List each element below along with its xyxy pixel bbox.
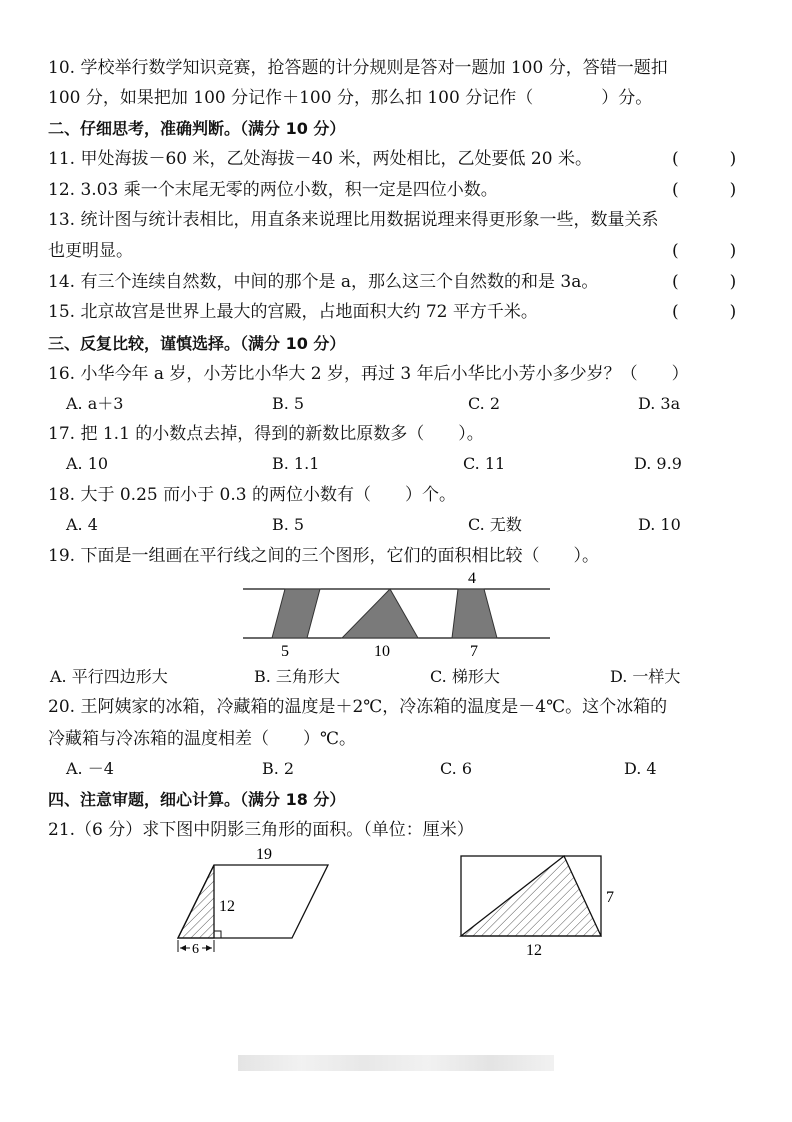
q15-text: 15. 北京故宫是世界上最大的宫殿，占地面积大约 72 平方千米。 bbox=[48, 302, 538, 322]
q17-stem: 17. 把 1.1 的小数点去掉，得到的新数比原数多（ ）。 bbox=[48, 424, 484, 444]
q20-option-d[interactable]: D. 4 bbox=[624, 759, 657, 778]
q17-option-d[interactable]: D. 9.9 bbox=[634, 454, 682, 473]
q19-option-c[interactable]: C. 梯形大 bbox=[430, 667, 500, 686]
q21-figure2-label-base: 12 bbox=[526, 942, 542, 959]
q20-option-c[interactable]: C. 6 bbox=[440, 759, 473, 778]
section3-heading: 三、反复比较，谨慎选择。（满分 10 分） bbox=[48, 334, 346, 353]
q11-answer-paren[interactable]: ( ) bbox=[672, 149, 737, 169]
q19-label-trapezoid-base: 7 bbox=[470, 643, 478, 660]
q19-figure bbox=[0, 565, 792, 660]
q18-stem: 18. 大于 0.25 而小于 0.3 的两位小数有（ ）个。 bbox=[48, 485, 456, 505]
q18-option-b[interactable]: B. 5 bbox=[272, 515, 305, 534]
q19-option-b[interactable]: B. 三角形大 bbox=[254, 667, 340, 686]
q10-line1: 10. 学校举行数学知识竞赛，抢答题的计分规则是答对一题加 100 分，答错一题扣 bbox=[48, 58, 668, 78]
blurred-footer bbox=[238, 1055, 554, 1071]
q16-option-b[interactable]: B. 5 bbox=[272, 394, 305, 413]
q19-label-trapezoid-top: 4 bbox=[468, 570, 476, 587]
q19-triangle bbox=[342, 589, 418, 638]
q17-option-c[interactable]: C. 11 bbox=[463, 454, 506, 473]
q15-answer-paren[interactable]: ( ) bbox=[672, 302, 737, 322]
q17-option-a[interactable]: A. 10 bbox=[66, 454, 109, 473]
q11-text: 11. 甲处海拔－60 米，乙处海拔－40 米，两处相比，乙处要低 20 米。 bbox=[48, 149, 592, 169]
q18-option-c[interactable]: C. 无数 bbox=[468, 515, 522, 534]
q20-option-a[interactable]: A. －4 bbox=[66, 759, 114, 778]
q19-parallelogram bbox=[272, 589, 320, 638]
q21-figures bbox=[0, 840, 792, 965]
q21-figure2-shaded-triangle bbox=[461, 856, 601, 936]
q21-figure1-label-height: 12 bbox=[219, 898, 235, 915]
section2-heading: 二、仔细思考，准确判断。（满分 10 分） bbox=[48, 119, 346, 138]
q21-figure1-parallelogram bbox=[178, 846, 328, 957]
q20-line1: 20. 王阿姨家的冰箱，冷藏箱的温度是＋2℃，冷冻箱的温度是－4℃。这个冰箱的 bbox=[48, 697, 668, 717]
q18-option-a[interactable]: A. 4 bbox=[66, 515, 98, 534]
q12-answer-paren[interactable]: ( ) bbox=[672, 180, 737, 200]
q21-figure2-rectangle bbox=[461, 856, 614, 959]
q21-stem: 21.（6 分）求下图中阴影三角形的面积。（单位：厘米） bbox=[48, 820, 474, 840]
q16-option-d[interactable]: D. 3a bbox=[638, 394, 681, 413]
q21-figure1-shaded-triangle bbox=[178, 865, 214, 938]
q19-trapezoid bbox=[452, 589, 497, 638]
q12-text: 12. 3.03 乘一个末尾无零的两位小数，积一定是四位小数。 bbox=[48, 180, 498, 200]
q19-option-a[interactable]: A. 平行四边形大 bbox=[50, 667, 168, 686]
q13-line2: 也更明显。 bbox=[48, 241, 133, 261]
q21-figure1-label-base: 6 bbox=[192, 942, 199, 957]
q14-answer-paren[interactable]: ( ) bbox=[672, 272, 737, 292]
q16-stem: 16. 小华今年 a 岁，小芳比小华大 2 岁，再过 3 年后小华比小芳小多少岁？（ ） bbox=[48, 364, 689, 384]
q21-figure2-label-height: 7 bbox=[606, 889, 614, 906]
q13-answer-paren[interactable]: ( ) bbox=[672, 241, 737, 261]
q10-line2: 100 分，如果把加 100 分记作＋100 分，那么扣 100 分记作（ ）分。 bbox=[48, 88, 653, 108]
q14-text: 14. 有三个连续自然数，中间的那个是 a，那么这三个自然数的和是 3a。 bbox=[48, 272, 599, 292]
q21-figure1-label-top: 19 bbox=[256, 846, 272, 863]
q13-line1: 13. 统计图与统计表相比，用直条来说理比用数据说理来得更形象一些，数量关系 bbox=[48, 210, 659, 230]
q19-option-d[interactable]: D. 一样大 bbox=[610, 667, 681, 686]
q18-option-d[interactable]: D. 10 bbox=[638, 515, 681, 534]
section4-heading: 四、注意审题，细心计算。（满分 18 分） bbox=[48, 790, 346, 809]
q21-figure1-right-angle bbox=[214, 931, 221, 938]
q17-option-b[interactable]: B. 1.1 bbox=[272, 454, 320, 473]
q19-stem: 19. 下面是一组画在平行线之间的三个图形，它们的面积相比较（ ）。 bbox=[48, 546, 599, 566]
q20-line2: 冷藏箱与冷冻箱的温度相差（ ）℃。 bbox=[48, 729, 357, 749]
q20-option-b[interactable]: B. 2 bbox=[262, 759, 295, 778]
q19-label-parallelogram-base: 5 bbox=[281, 643, 289, 660]
q16-option-a[interactable]: A. a＋3 bbox=[66, 394, 124, 413]
q19-label-triangle-base: 10 bbox=[374, 643, 390, 660]
q16-option-c[interactable]: C. 2 bbox=[468, 394, 501, 413]
